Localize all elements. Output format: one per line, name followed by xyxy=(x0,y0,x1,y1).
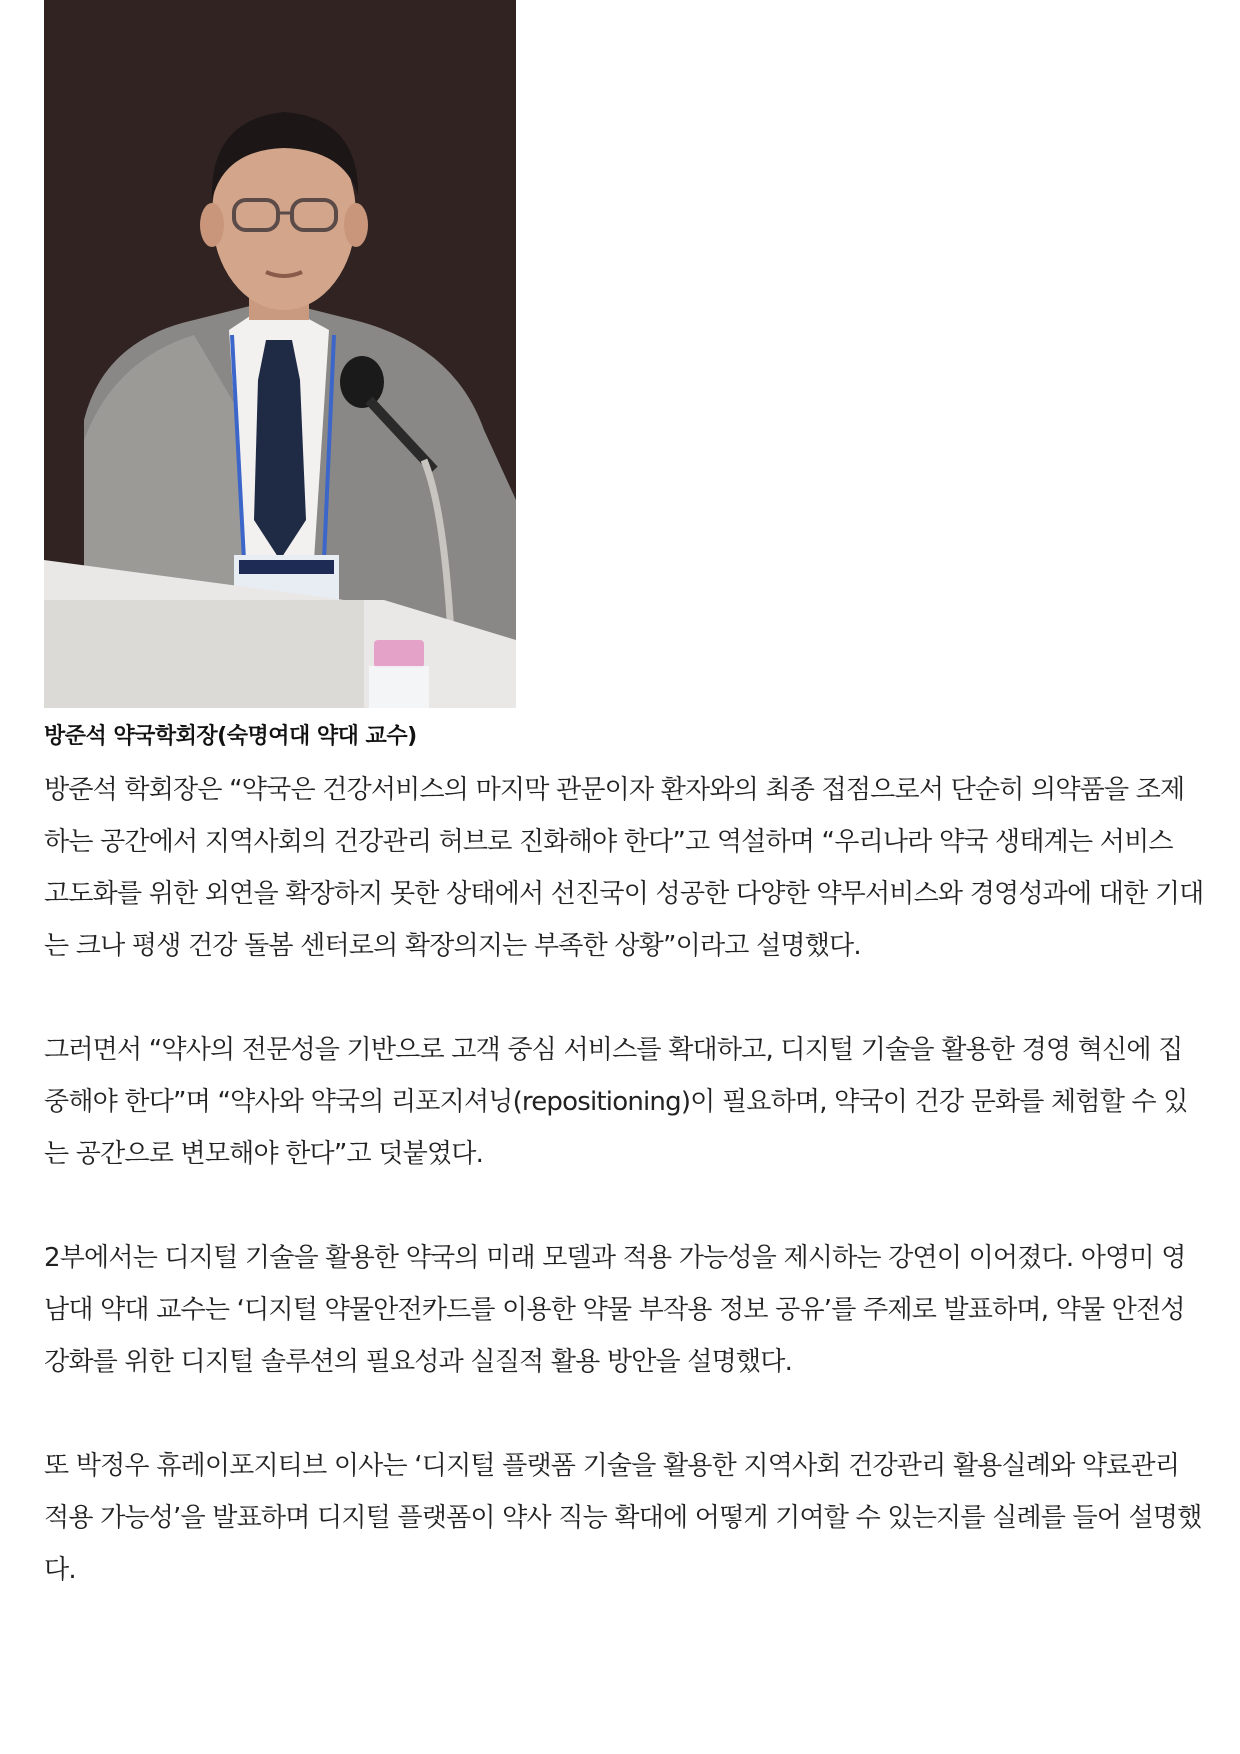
paragraph-2: 그러면서 “약사의 전문성을 기반으로 고객 중심 서비스를 확대하고, 디지털 기술을 활용한 경영 혁신에 집중해야 한다”며 “약사와 약국의 리포지셔닝(repositioning)이 필요하며, 약국이 건강 문화를 체험할 수 있는 공간으로 변모해야 한다”고 덧붙였다. xyxy=(44,1035,1188,1169)
paragraph-4: 또 박정우 휴레이포지티브 이사는 ‘디지털 플랫폼 기술을 활용한 지역사회 건강관리 활용실례와 약료관리 적용 가능성’을 발표하며 디지털 플랫폼이 약사 직능 확대에 어떻게 기여할 수 있는지를 실례를 들어 설명했다. xyxy=(44,1451,1202,1585)
article-photo xyxy=(44,0,516,708)
article xyxy=(44,0,1204,1596)
paragraph-3: 2부에서는 디지털 기술을 활용한 약국의 미래 모델과 적용 가능성을 제시하는 강연이 이어졌다. 아영미 영남대 약대 교수는 ‘디지털 약물안전카드를 이용한 약물 부작용 정보 공유’를 주제로 발표하며, 약물 안전성 강화를 위한 디지털 솔루션의 필요성과 실질적 활용 방안을 설명했다. xyxy=(44,1243,1186,1377)
photo-caption: 방준석 약국학회장(숙명여대 약대 교수) xyxy=(44,724,417,749)
paragraph-1: 방준석 학회장은 “약국은 건강서비스의 마지막 관문이자 환자와의 최종 접점으로서 단순히 의약품을 조제하는 공간에서 지역사회의 건강관리 허브로 진화해야 한다”고 역설하며 “우리나라 약국 생태계는 서비스 고도화를 위한 외연을 확장하지 못한 상태에서 선진국이 성공한 다양한 약무서비스와 경영성과에 대한 기대는 크나 평생 건강 돌봄 센터로의 확장의지는 부족한 상황”이라고 설명했다. xyxy=(44,775,1204,961)
